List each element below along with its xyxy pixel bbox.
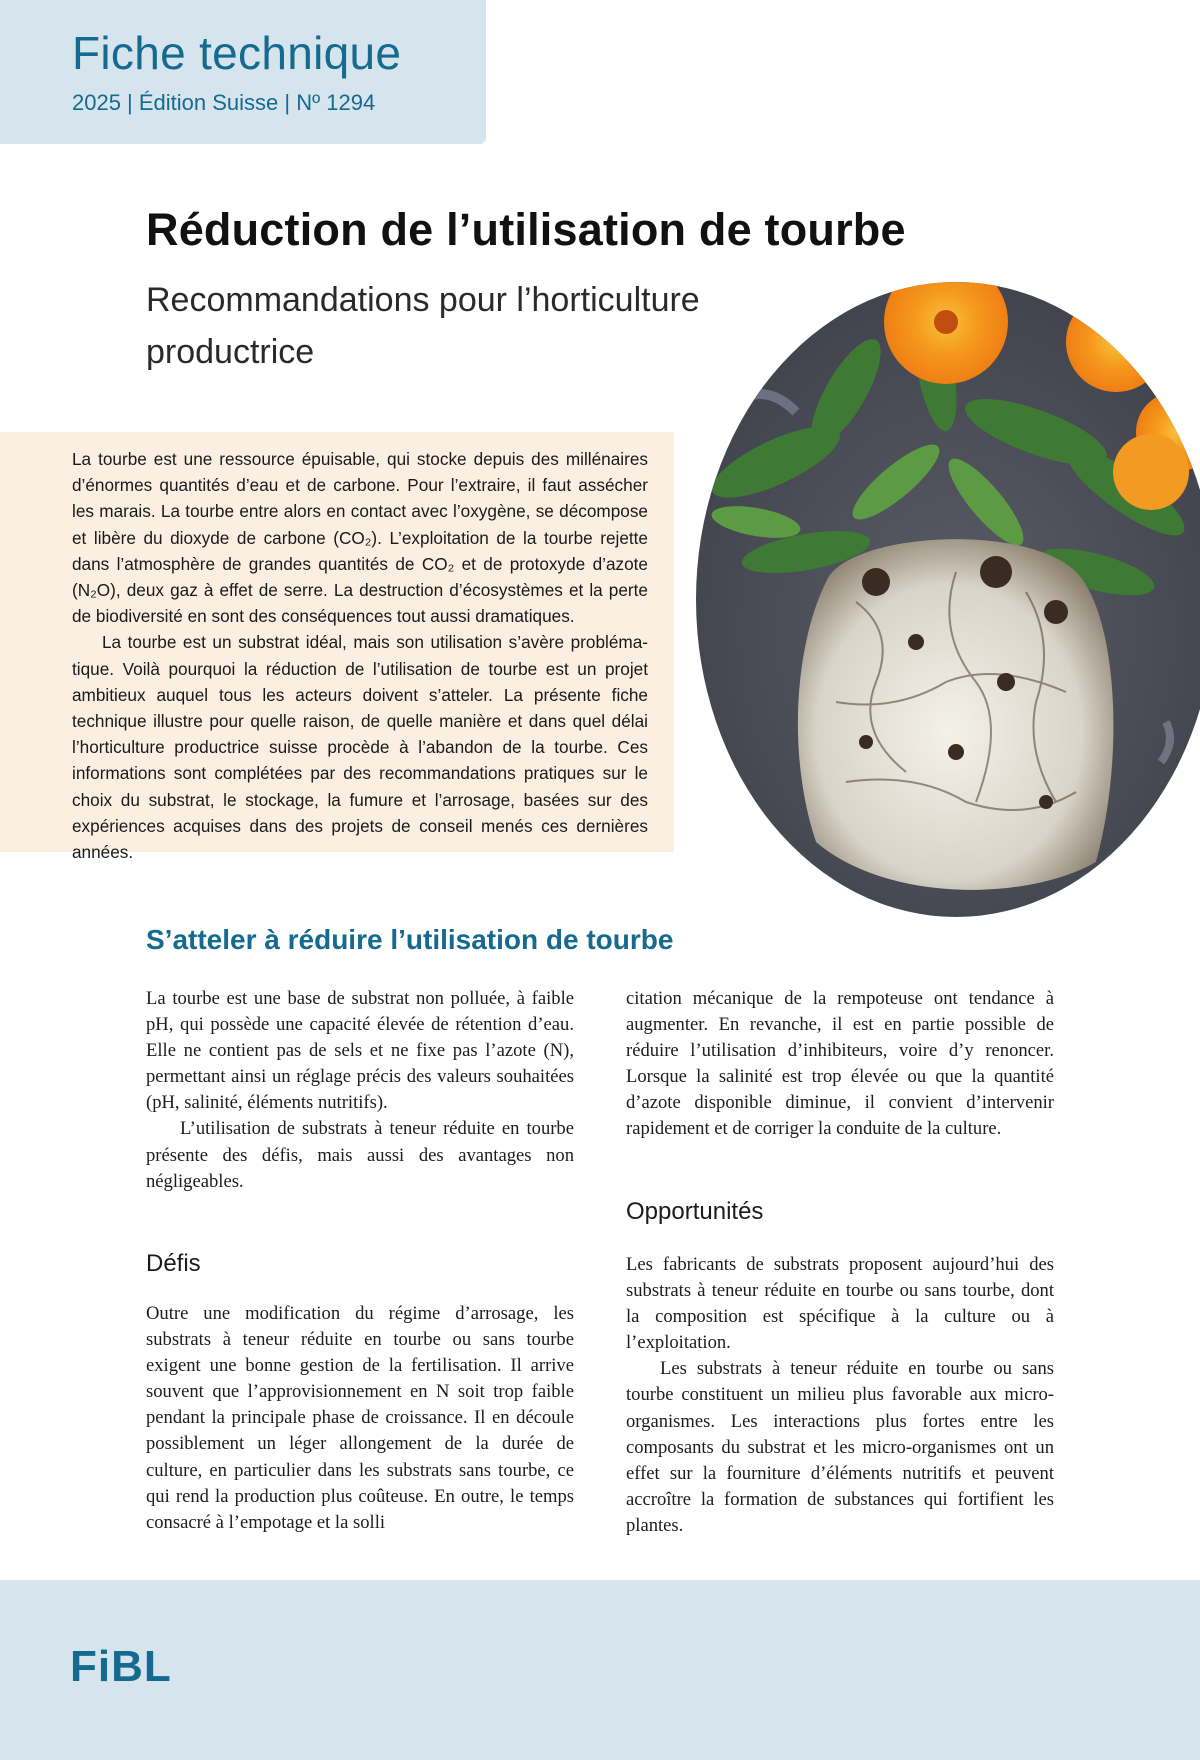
root-ball-illustration — [696, 282, 1200, 917]
intro-paragraph-1: La tourbe est une ressource épuisable, qui stocke depuis des millénaires d’énormes quantités d’eau et de carbone. Pour l’extraire, il faut assécher les marais. La tourbe entre alors en contact avec l’oxygène, se décompose et libère du dioxyde de carbone (CO₂). L’exploitation de la tourbe rejette dans l’atmosphère de grandes quantités de CO₂ et de protoxyde d’azote (N₂O), deux gaz à effet de serre. La destruction d’écosystèmes et la perte de biodiversité en sont des conséquences tout aussi dramatiques. — [72, 449, 648, 627]
plant-root-photo — [696, 282, 1200, 917]
edition-line: 2025 | Édition Suisse | Nº 1294 — [72, 90, 376, 115]
right-column-continued — [626, 986, 1054, 1143]
section-paragraph-2: L’utilisation de substrats à teneur réduite en tourbe présente des défis, mais aussi des avantages non négligeables. — [146, 1118, 574, 1192]
left-column-intro — [146, 986, 574, 1195]
defis-paragraph-continued: citation mécanique de la rempoteuse ont tendance à augmenter. En revanche, il est en partie possible de réduire l’utilisation d’inhibiteurs, voire d’y renoncer. Lorsque la salinité est trop élevée ou que la quantité d’azote disponible diminue, il convient d’intervenir rapidement et de corriger la conduite de la culture. — [626, 988, 1054, 1140]
header-banner — [0, 0, 486, 144]
defis-text-block — [146, 1301, 574, 1536]
footer-band — [0, 1580, 1200, 1760]
fibl-logo: FiBL — [70, 1642, 172, 1691]
intro-box — [0, 432, 674, 863]
defis-heading: Défis — [146, 1250, 201, 1277]
intro-paragraph-2: La tourbe est un substrat idéal, mais son utilisation s’avère problématique. Voilà pourquoi la réduction de l’utilisation de tourbe est un projet ambitieux auquel tous les acteurs doivent s’atteler. La présente fiche technique illustre pour quelle raison, de quelle manière et dans quel délai l’horticulture productrice suisse procède à l’abandon de la tourbe. Ces informations sont complétées par des recommandations pratiques sur le choix du substrat, le stockage, la fumure et l’arrosage, basées sur des expériences acquises dans des projets de conseil menés ces dernières années. — [72, 632, 648, 863]
opportunites-heading: Opportunités — [626, 1198, 764, 1225]
page-title: Réduction de l’utilisation de tourbe — [146, 204, 906, 255]
page-subtitle: Recommandations pour l’horticulture productrice — [146, 281, 700, 371]
defis-paragraph: Outre une modification du régime d’arrosage, les substrats à teneur réduite en tourbe ou sans tourbe exigent une bonne gestion de la fertilisation. Il arrive souvent que l’approvisionnement en N soit trop faible pendant la principale phase de croissance. Il en découle possiblement un léger allongement de la durée de culture, en particulier dans les substrats sans tourbe, ce qui rend la production plus coûteuse. En outre, le temps consacré à l’empotage et la solli — [146, 1303, 574, 1533]
section-title: S’atteler à réduire l’utilisation de tourbe — [146, 924, 674, 955]
series-title: Fiche technique — [72, 27, 402, 79]
opportunites-text-block — [626, 1252, 1054, 1539]
opportunites-paragraph-2: Les substrats à teneur réduite en tourbe ou sans tourbe constituent un milieu plus favorable aux micro-organismes. Les interactions plus fortes entre les composants du substrat et les micro-organismes ont un effet sur la fourniture d’éléments nutritifs et peuvent accroître la formation de substances qui fortifient les plantes. — [626, 1358, 1054, 1536]
intro-text — [72, 446, 648, 865]
opportunites-paragraph-1: Les fabricants de substrats proposent aujourd’hui des substrats à teneur réduite en tourbe ou sans tourbe, dont la composition est spécifique à la culture ou à l’exploitation. — [626, 1254, 1054, 1354]
section-paragraph-1: La tourbe est une base de substrat non polluée, à faible pH, qui possède une capacité élevée de rétention d’eau. Elle ne contient pas de sels et ne fixe pas l’azote (N), permettant ainsi un réglage précis des valeurs souhaitées (pH, salinité, éléments nutritifs). — [146, 988, 574, 1114]
